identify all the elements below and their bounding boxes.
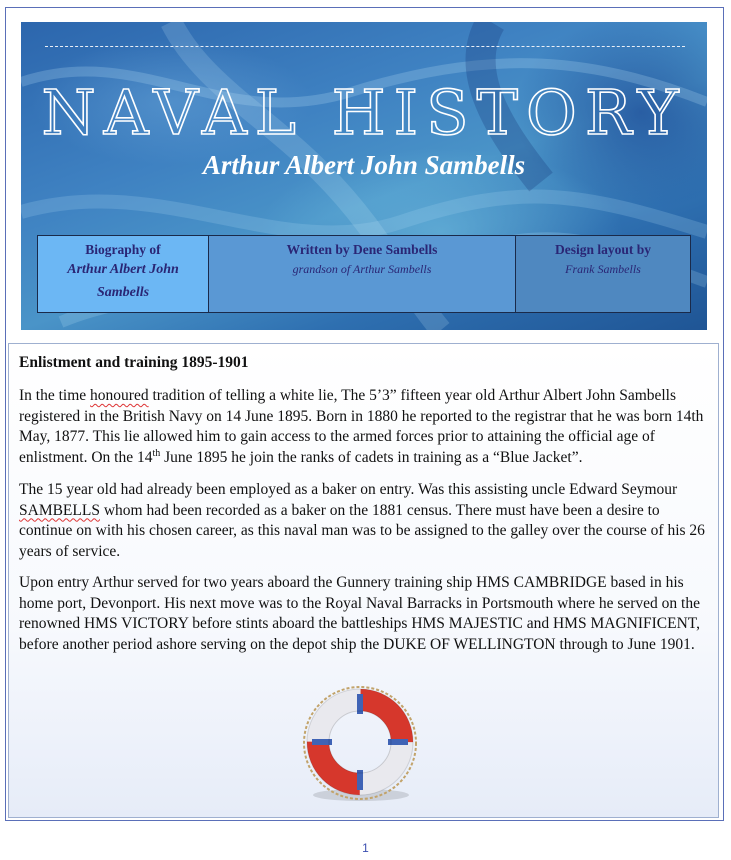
paragraph-2: The 15 year old had already been employed as a baker on entry. Was this assisting uncle Edward Seymour SAMBELLS whom had been recorded as a baker on the 1881 census. There must have been a desire to continue on with his chosen career, as this naval man was to be assigned to the galley over the course of his 26 years of service. xyxy=(19,481,705,560)
biography-name-line1: Arthur Albert John xyxy=(67,262,179,277)
design-cell xyxy=(516,235,691,313)
paragraph-3: Upon entry Arthur served for two years aboard the Gunnery training ship HMS CAMBRIDGE based in his home port, Devonport. His next move was to the Royal Naval Barracks in Portsmouth where he served on the renowned HMS VICTORY before stints aboard the battleships HMS MAJESTIC and HMS MAGNIFICENT, before another period ashore serving on the depot ship the DUKE OF WELLINGTON through to June 1901. xyxy=(19,574,700,653)
banner-title: NAVAL HISTORY xyxy=(41,76,687,149)
credits-table xyxy=(37,235,691,313)
banner-subtitle: Arthur Albert John Sambells xyxy=(202,150,526,180)
design-heading: Design layout by xyxy=(554,242,652,257)
dashed-divider xyxy=(45,46,685,47)
design-note: Frank Sambells xyxy=(565,262,641,276)
lifebuoy-icon xyxy=(295,685,425,803)
biography-cell xyxy=(37,235,209,313)
article-heading: Enlistment and training 1895-1901 xyxy=(19,354,249,371)
spellcheck-word: SAMBELLS xyxy=(19,501,100,519)
author-note: grandson of Arthur Sambells xyxy=(292,262,432,276)
biography-label: Biography of xyxy=(85,242,161,257)
author-cell xyxy=(209,235,516,313)
article-box xyxy=(8,343,719,818)
paragraph-1: In the time honoured tradition of telling a white lie, The 5’3” fifteen year old Arthur Albert John Sambells registered in the British Navy on 14 June 1895. Born in 1880 he reported to the registrar that he was born 14th May, 1877. This lie allowed him to gain access to the armed forces prior to attaining the official age of enlistment. On the 14th June 1895 he join the ranks of cadets in training as a “Blue Jacket”. xyxy=(19,387,704,466)
spellcheck-word: honoured xyxy=(90,387,149,404)
header-banner xyxy=(21,22,707,330)
page-number: 1 xyxy=(362,841,369,855)
biography-name-line2: Sambells xyxy=(96,285,150,300)
author-heading: Written by Dene Sambells xyxy=(286,242,438,257)
